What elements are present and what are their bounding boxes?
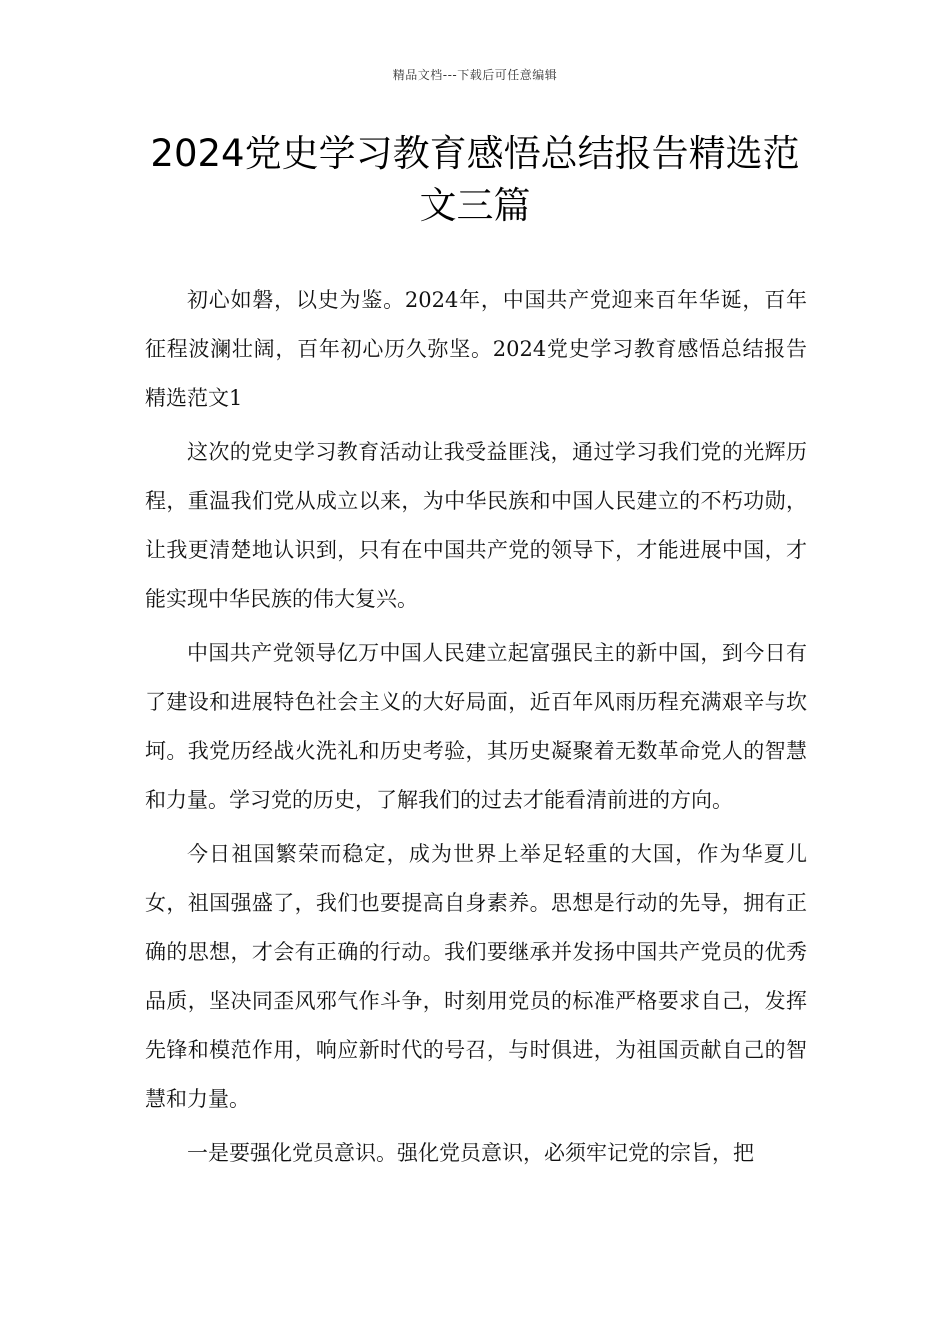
document-title: 2024党史学习教育感悟总结报告精选范文三篇 [150,132,800,227]
paragraph-intro: 初心如磐，以史为鉴。2024年，中国共产党迎来百年华诞，百年征程波澜壮阔，百年初心历久弥坚。2024党史学习教育感悟总结报告精选范文1 [145,288,807,410]
paragraph-2: 这次的党史学习教育活动让我受益匪浅，通过学习我们党的光辉历程，重温我们党从成立以来，为中华民族和中国人民建立的不朽功勋，让我更清楚地认识到，只有在中国共产党的领导下，才能进展中国，才能实现中华民族的伟大复兴。 [145,440,807,611]
document-body [145,276,807,1183]
paragraph-3: 中国共产党领导亿万中国人民建立起富强民主的新中国，到今日有了建设和进展特色社会主义的大好局面，近百年风雨历程充满艰辛与坎坷。我党历经战火洗礼和历史考验，其历史凝聚着无数革命党人的智慧和力量。学习党的历史，了解我们的过去才能看清前进的方向。 [145,641,807,812]
header-note: 精品文档---下载后可任意编辑 [392,68,558,82]
paragraph-5: 一是要强化党员意识。强化党员意识，必须牢记党的宗旨，把 [187,1141,754,1165]
paragraph-4: 今日祖国繁荣而稳定，成为世界上举足轻重的大国，作为华夏儿女，祖国强盛了，我们也要提高自身素养。思想是行动的先导，拥有正确的思想，才会有正确的行动。我们要继承并发扬中国共产党员的优秀品质，坚决同歪风邪气作斗争，时刻用党员的标准严格要求自己，发挥先锋和模范作用，响应新时代的号召，与时俱进，为祖国贡献自己的智慧和力量。 [145,842,807,1111]
